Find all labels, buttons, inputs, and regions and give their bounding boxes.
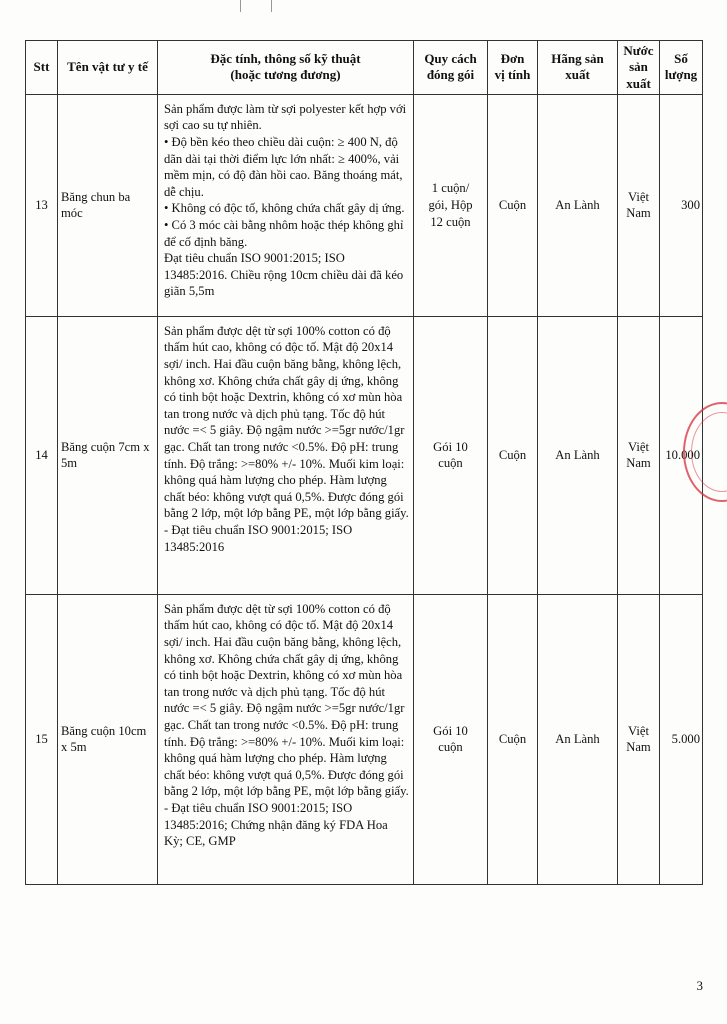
row-country: Việt Nam [618, 594, 660, 884]
spec-line: Sản phẩm được dệt từ sợi 100% cotton có độ thấm hút cao, không có độc tố. Mật độ 20x14 sợi/ inch. Hai đầu cuộn băng bằng, không lệch, không xơ. Không chứa chất gây dị ứng, không có tinh bột hoặc Dextrin, không có xơ mùn hòa tan trong nước và dịch phủ tạng. Tốc độ hút nước =< 5 giây. Độ ngậm nước >=5gr nước/1gr gạc. Chất tan trong nước <0.5%. Độ pH: trung tính. Độ trắng: >=80% +/- 10%. Muối kim loại: không quá hàm lượng cho phép. Hàm lượng chất béo: không vượt quá 0,5%. Được đóng gói bằng 2 lớp, một lớp bằng PE, một lớp bằng giấy. [164, 601, 409, 799]
row-country: Việt Nam [618, 316, 660, 594]
row-packing: Gói 10 cuộn [414, 316, 488, 594]
table-row [26, 594, 703, 884]
row-spec [158, 316, 414, 594]
header-quantity: Số lượng [660, 41, 703, 95]
spec-line: Sản phẩm được dệt từ sợi 100% cotton có độ thấm hút cao, không có độc tố. Mật độ 20x14 sợi/ inch. Hai đầu cuộn băng bằng, không lệch, không xơ. Không chứa chất gây dị ứng, không có tinh bột hoặc Dextrin, không có xơ mùn hòa tan trong nước và dịch phủ tạng. Tốc độ hút nước =< 5 giây. Độ ngậm nước >=5gr nước/1gr gạc. Chất tan trong nước <0.5%. Độ pH: trung tính. Độ trắng: >=80% +/- 10%. Muối kim loại: không quá hàm lượng cho phép. Hàm lượng chất béo: không vượt quá 0,5%. Được đóng gói bằng 2 lớp, một lớp bằng PE, một lớp bằng giấy. [164, 323, 409, 521]
table-header-row [26, 41, 703, 95]
row-unit: Cuộn [488, 594, 538, 884]
row-packing: 1 cuộn/ gói, Hộp 12 cuộn [414, 94, 488, 316]
row-item-name: Băng cuộn 7cm x 5m [58, 316, 158, 594]
spec-line: • Có 3 móc cài bằng nhôm hoặc thép không ghỉ để cố định băng. [164, 218, 404, 249]
scan-edge-mark [240, 0, 272, 12]
row-quantity: 5.000 [660, 594, 703, 884]
spec-line: Đạt tiêu chuẩn ISO 9001:2015; ISO 13485:2016. Chiều rộng 10cm chiều dài đã kéo giãn 5,5m [164, 251, 404, 299]
row-maker: An Lành [538, 94, 618, 316]
header-maker: Hãng sản xuất [538, 41, 618, 95]
row-unit: Cuộn [488, 94, 538, 316]
row-packing: Gói 10 cuộn [414, 594, 488, 884]
header-stt: Stt [26, 41, 58, 95]
spec-line: - Đạt tiêu chuẩn ISO 9001:2015; ISO 13485:2016; Chứng nhận đăng ký FDA Hoa Kỳ; CE, GMP [164, 801, 388, 849]
spec-line: • Độ bền kéo theo chiều dài cuộn: ≥ 400 N, độ dãn dài tại thời điểm lực lớn nhất: ≥ 400%, vải mềm mịn, có độ đàn hồi cao. Băng thoáng mát, dễ chịu. [164, 134, 403, 199]
table-row [26, 94, 703, 316]
spec-line: Sản phẩm được làm từ sợi polyester kết hợp với sợi cao su tự nhiên. [164, 101, 407, 133]
row-maker: An Lành [538, 316, 618, 594]
header-spec: Đặc tính, thông số kỹ thuật (hoặc tương đương) [158, 41, 414, 95]
row-unit: Cuộn [488, 316, 538, 594]
header-packing: Quy cách đóng gói [414, 41, 488, 95]
specification-table [25, 40, 703, 885]
row-maker: An Lành [538, 594, 618, 884]
row-item-name: Băng chun ba móc [58, 94, 158, 316]
row-country: Việt Nam [618, 94, 660, 316]
row-quantity: 300 [660, 94, 703, 316]
row-quantity: 10.000 [660, 316, 703, 594]
seal-inner-ring [691, 412, 727, 492]
row-stt: 14 [26, 316, 58, 594]
row-spec [158, 94, 414, 316]
page-number: 3 [696, 978, 703, 993]
spec-line: • Không có độc tố, không chứa chất gây dị ứng. [164, 201, 405, 216]
row-stt: 13 [26, 94, 58, 316]
header-name: Tên vật tư y tế [58, 41, 158, 95]
table-row [26, 316, 703, 594]
header-unit: Đơn vị tính [488, 41, 538, 95]
row-stt: 15 [26, 594, 58, 884]
row-spec [158, 594, 414, 884]
spec-line: - Đạt tiêu chuẩn ISO 9001:2015; ISO 13485:2016 [164, 523, 353, 554]
row-item-name: Băng cuộn 10cm x 5m [58, 594, 158, 884]
header-country: Nước sản xuất [618, 41, 660, 95]
